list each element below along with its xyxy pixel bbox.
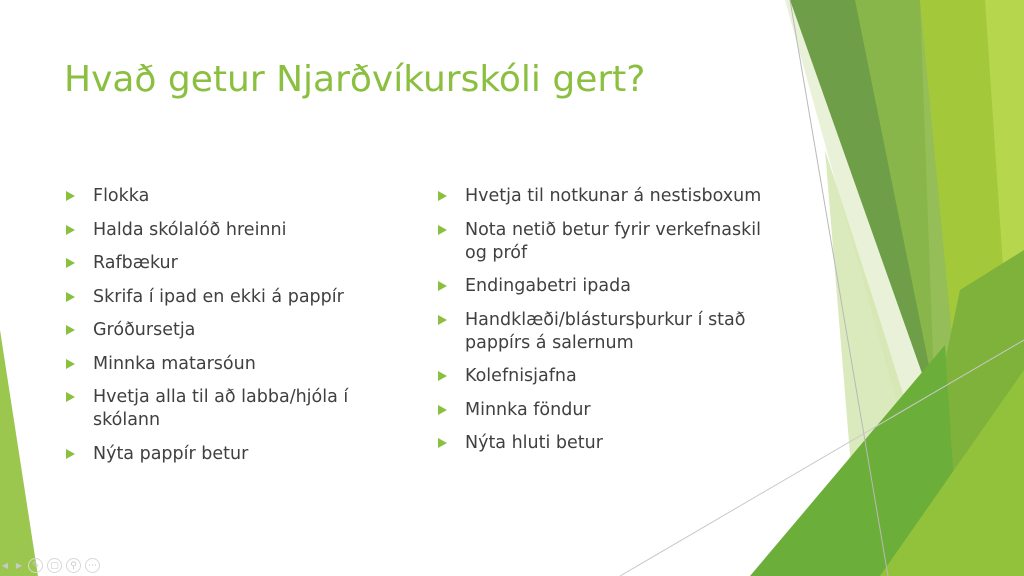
arrow-bullet-icon — [66, 359, 75, 369]
zoom-icon[interactable]: ⚲ — [66, 558, 81, 573]
slides-icon[interactable]: ▢ — [47, 558, 62, 573]
list-item — [64, 353, 394, 376]
list-item-text: Flokka — [93, 186, 150, 206]
pen-icon[interactable]: ✎ — [28, 558, 43, 573]
list-item-text: Halda skólalóð hreinni — [93, 219, 287, 240]
arrow-bullet-icon — [66, 292, 75, 302]
arrow-bullet-icon — [438, 281, 447, 291]
list-item-text: Endingabetri ipada — [465, 276, 631, 296]
list-item — [64, 219, 394, 242]
list-item-text: Nota netið betur fyrir verkefnaskil og próf — [465, 219, 761, 263]
left-facet — [0, 330, 38, 576]
arrow-bullet-icon — [438, 438, 447, 448]
slide-title: Hvað getur Njarðvíkurskóli gert? — [64, 59, 646, 100]
arrow-bullet-icon — [66, 258, 75, 268]
list-item — [436, 365, 781, 388]
right-bullet-list — [436, 185, 781, 466]
list-item-text: Gróðursetja — [93, 320, 196, 340]
list-item — [436, 275, 781, 298]
list-item-text: Rafbækur — [93, 253, 178, 273]
more-icon[interactable]: ⋯ — [85, 558, 100, 573]
list-item-text: Kolefnisjafna — [465, 366, 577, 386]
list-item — [64, 286, 394, 309]
arrow-bullet-icon — [66, 225, 75, 235]
prev-icon[interactable]: ◀ — [1, 560, 9, 570]
list-item-text: Nýta pappír betur — [93, 443, 249, 464]
list-item-text: Skrifa í ipad en ekki á pappír — [93, 286, 344, 307]
arrow-bullet-icon — [66, 191, 75, 201]
list-item-text: Hvetja alla til að labba/hjóla í skólann — [93, 387, 349, 430]
list-item — [64, 185, 394, 208]
list-item-text: Minnka föndur — [465, 399, 591, 420]
next-icon[interactable]: ▶ — [15, 560, 23, 570]
list-item — [436, 432, 781, 455]
arrow-bullet-icon — [438, 225, 447, 235]
list-item-text: Nýta hluti betur — [465, 433, 603, 453]
list-item-text: Minnka matarsóun — [93, 353, 256, 374]
list-item — [64, 252, 394, 275]
list-item — [436, 219, 781, 265]
arrow-bullet-icon — [438, 191, 447, 201]
list-item-text: Handklæði/blástursþurkur í stað pappírs á salernum — [465, 309, 746, 353]
arrow-bullet-icon — [66, 392, 75, 402]
slideshow-nav-toolbar — [0, 556, 100, 574]
arrow-bullet-icon — [66, 449, 75, 459]
list-item — [64, 319, 394, 342]
left-bullet-list — [64, 185, 394, 476]
list-item — [436, 309, 781, 355]
arrow-bullet-icon — [438, 405, 447, 415]
list-item — [64, 386, 394, 432]
arrow-bullet-icon — [438, 371, 447, 381]
list-item — [436, 185, 781, 208]
arrow-bullet-icon — [66, 325, 75, 335]
list-item — [64, 443, 394, 466]
arrow-bullet-icon — [438, 315, 447, 325]
list-item-text: Hvetja til notkunar á nestisboxum — [465, 186, 762, 206]
list-item — [436, 399, 781, 422]
